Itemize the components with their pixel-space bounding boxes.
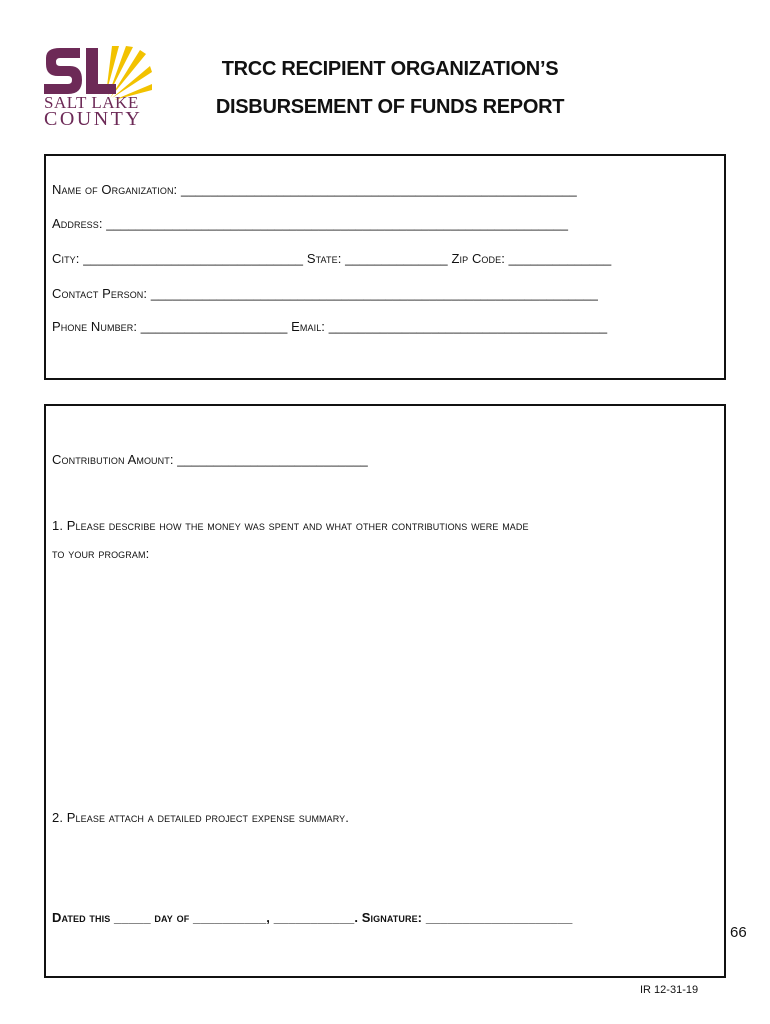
question-1-line-1: 1. Please describe how the money was spent and what other contributions were made <box>52 518 529 533</box>
page-number: 66 <box>730 924 747 941</box>
address-field[interactable]: _______________________________________________________________ <box>102 216 569 231</box>
organization-name-label: Name of Organization: <box>52 182 178 197</box>
contribution-amount-field[interactable]: __________________________ <box>173 452 368 467</box>
question-1-line-2: to your program: <box>52 546 150 561</box>
logo-line-2: COUNTY <box>44 108 143 130</box>
email-field[interactable]: ______________________________________ <box>325 319 608 334</box>
phone-number-label: Phone Number: <box>52 319 138 334</box>
zip-code-field[interactable]: ______________ <box>504 251 612 266</box>
question-2: 2. Please attach a detailed project expense summary. <box>52 810 349 825</box>
report-title-line-1: TRCC RECIPIENT ORGANIZATION’S <box>221 58 559 80</box>
funds-disbursement-section <box>44 404 726 978</box>
dated-signature-line[interactable]: Dated this _____ day of __________, ___________. Signature: ____________________ <box>52 910 573 925</box>
spending-description-area[interactable] <box>52 568 718 798</box>
phone-number-field[interactable]: ____________________ <box>137 319 288 334</box>
email-label: Email: <box>291 319 326 334</box>
contribution-amount-label: Contribution Amount: <box>52 452 174 467</box>
report-title-line-2: DISBURSEMENT OF FUNDS REPORT <box>215 96 565 118</box>
address-row <box>52 216 568 231</box>
phone-email-row <box>52 319 607 334</box>
contribution-amount-row <box>52 452 368 467</box>
state-field[interactable]: ______________ <box>341 251 448 266</box>
contact-person-label: Contact Person: <box>52 286 148 301</box>
organization-name-row <box>52 182 577 197</box>
salt-lake-county-logo <box>40 44 152 134</box>
contact-person-field[interactable]: _____________________________________________________________ <box>147 286 598 301</box>
organization-info-section <box>44 154 726 380</box>
organization-name-field[interactable]: ______________________________________________________ <box>177 182 577 197</box>
zip-code-label: Zip Code: <box>451 251 505 266</box>
state-label: State: <box>306 251 342 266</box>
logo-wordmark <box>44 94 152 128</box>
address-label: Address: <box>52 216 103 231</box>
contact-person-row <box>52 286 598 301</box>
city-field[interactable]: ______________________________ <box>79 251 304 266</box>
city-label: City: <box>52 251 80 266</box>
city-state-zip-row <box>52 251 611 266</box>
revision-code: IR 12-31-19 <box>640 984 699 996</box>
logo-line-1: SALT LAKE <box>44 93 139 112</box>
